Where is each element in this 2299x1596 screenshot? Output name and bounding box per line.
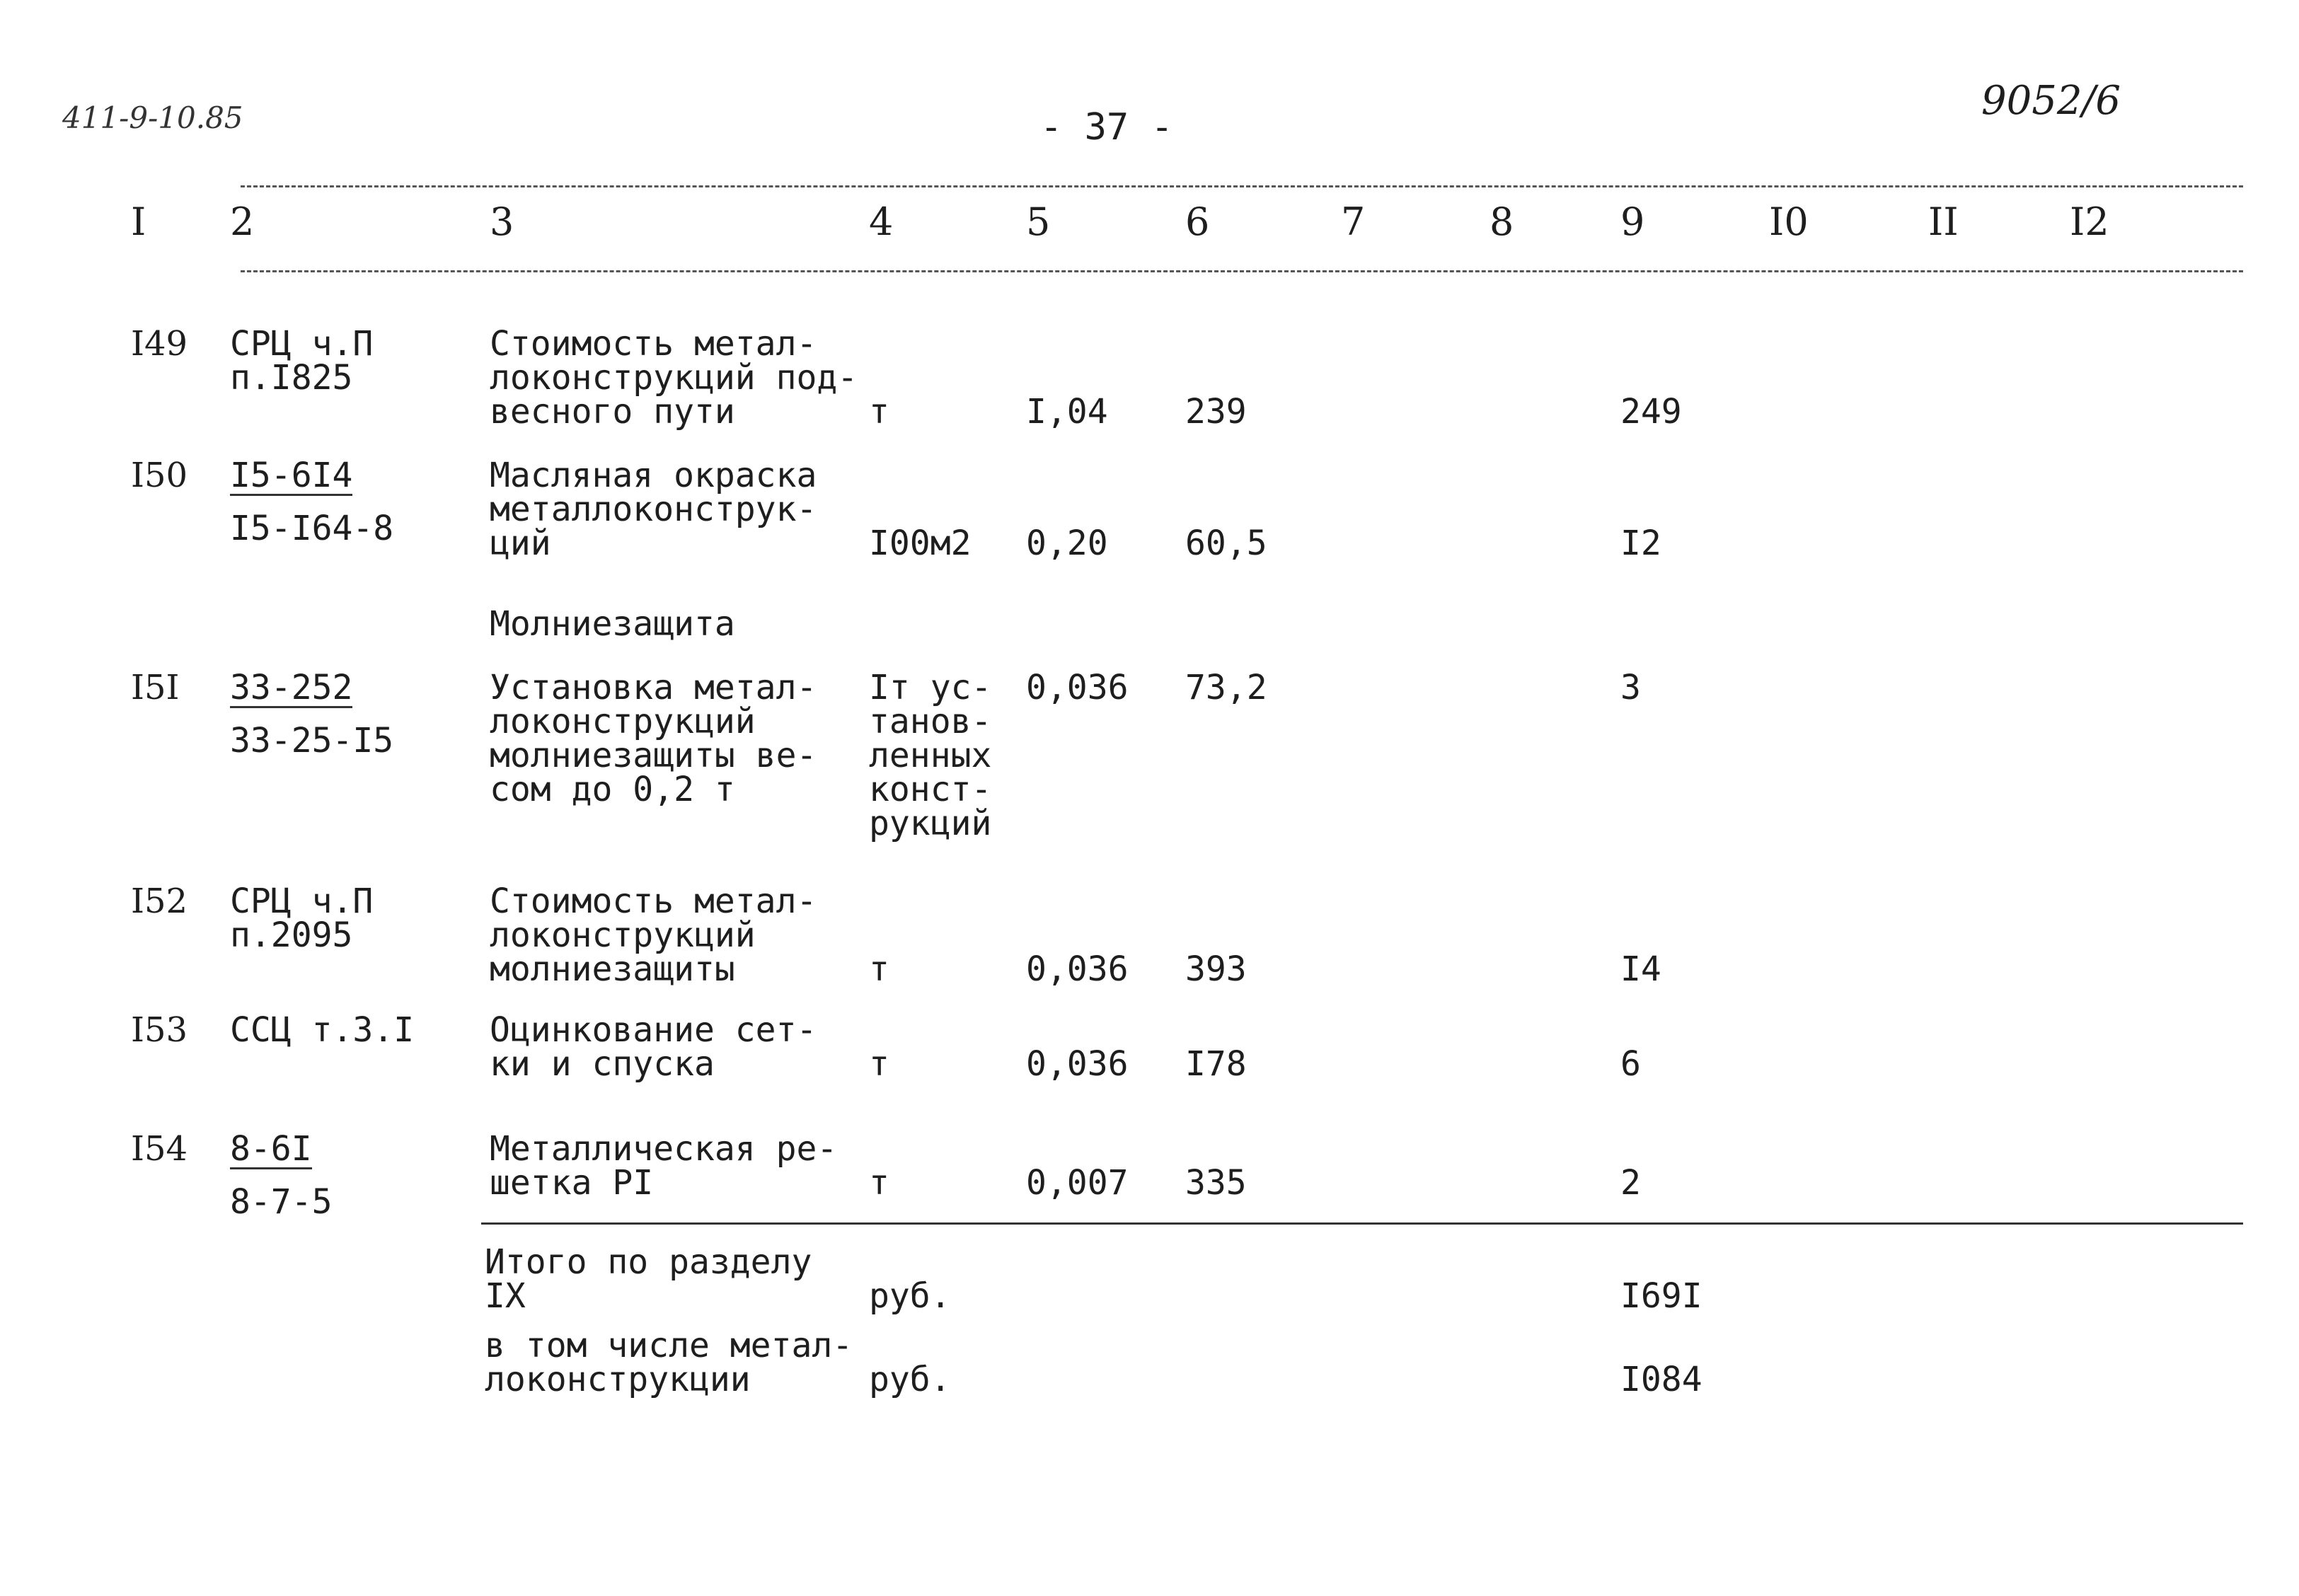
doc-code: 411-9-10.85 [62,100,243,135]
item-number: I49 [131,324,188,364]
unit-price: 239 [1185,392,1247,432]
column-number: 9 [1620,200,1645,244]
unit-price: I78 [1185,1044,1247,1084]
column-number: 3 [490,200,514,244]
totals-unit: руб. [869,1276,951,1316]
item-description: Металлическая ре- шетка PI [490,1129,838,1203]
norm-code-bottom: п.I825 [230,358,353,398]
unit-of-measure: т [869,1044,889,1084]
column-number: 2 [230,200,255,244]
norm-code-top: ССЦ т.3.I [230,1010,415,1050]
unit-of-measure: I00м2 [869,524,972,563]
unit-price: 335 [1185,1163,1247,1203]
norm-code [230,1129,333,1222]
norm-code-bottom: п.2095 [230,915,353,955]
unit-of-measure: т [869,392,889,432]
norm-code-bottom: 33-25-I5 [230,721,394,761]
column-number: I [131,200,146,244]
total-cost: 249 [1620,392,1682,432]
total-cost: 3 [1620,668,1641,707]
norm-code-top: I5-6I4 [230,456,353,495]
item-number: I52 [131,881,188,921]
norm-code [230,456,394,548]
item-number: I50 [131,456,188,495]
unit-of-measure: Iт ус- танов- ленных конст- рукций [869,668,992,843]
page-number: - 37 - [1040,106,1173,149]
unit-price: 73,2 [1185,668,1267,707]
column-number: I2 [2070,200,2109,244]
column-number: 7 [1341,200,1366,244]
unit-price: 393 [1185,949,1247,989]
totals-unit: руб. [869,1360,951,1399]
norm-code-bottom: 8-7-5 [230,1182,333,1222]
totals-value: I69I [1620,1276,1702,1316]
item-number: I5I [131,668,180,707]
item-description: Стоимость метал- локонструкций молниезащиты [490,881,817,989]
quantity: 0,20 [1026,524,1108,563]
unit-of-measure: т [869,1163,889,1203]
item-number: I54 [131,1129,188,1169]
column-number: 4 [869,200,894,244]
item-description: Стоимость метал- локонструкций под- весного пути [490,324,858,432]
unit-price: 60,5 [1185,524,1267,563]
quantity: I,04 [1026,392,1108,432]
norm-code-top: СРЦ ч.П [230,881,374,921]
header-bottom-rule [241,270,2243,272]
total-cost: 2 [1620,1163,1641,1203]
quantity: 0,036 [1026,668,1129,707]
quantity: 0,007 [1026,1163,1129,1203]
column-number: I0 [1769,200,1809,244]
norm-code [230,668,394,761]
totals-label: в том числе метал- локонструкции [485,1326,853,1399]
quantity: 0,036 [1026,1044,1129,1084]
norm-code-top: СРЦ ч.П [230,324,374,364]
total-cost: 6 [1620,1044,1641,1084]
column-number: 8 [1490,200,1514,244]
norm-code-top: 8-6I [230,1129,312,1169]
item-description: Масляная окраска металлоконструк- ций [490,456,817,563]
item-description: Установка метал- локонструкций молниезащиты ве- сом до 0,2 т [490,668,817,809]
column-number: II [1928,200,1959,244]
unit-of-measure: т [869,949,889,989]
header-top-rule [241,185,2243,187]
norm-code [230,324,374,398]
quantity: 0,036 [1026,949,1129,989]
totals-rule [481,1222,2243,1225]
total-cost: I4 [1620,949,1661,989]
archive-stamp: 9052/6 [1981,78,2121,124]
norm-code-bottom: I5-I64-8 [230,509,394,548]
column-number: 5 [1026,200,1051,244]
totals-value: I084 [1620,1360,1702,1399]
norm-code [230,881,374,955]
column-number: 6 [1185,200,1210,244]
total-cost: I2 [1620,524,1661,563]
norm-code [230,1010,415,1050]
totals-label: Итого по разделу IX [485,1242,812,1316]
norm-code-top: 33-252 [230,668,353,707]
item-number: I53 [131,1010,188,1050]
section-heading: Молниезащита [490,604,735,644]
item-description: Оцинкование сет- ки и спуска [490,1010,817,1084]
